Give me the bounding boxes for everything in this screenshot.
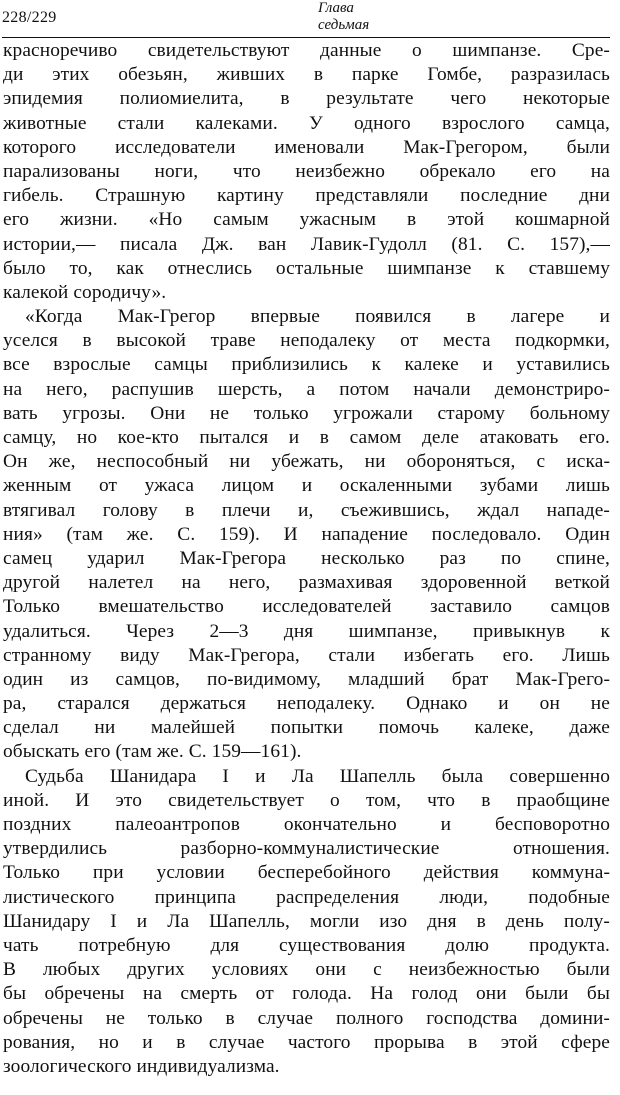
text-line: В любых других условиях они с неизбежностью были (3, 959, 610, 981)
text-line: эпидемия полиомиелита, в результате чего некоторые (3, 88, 610, 110)
text-line: ния» (там же. С. 159). И нападение последовало. Один (3, 523, 610, 545)
text-line: истории,— писала Дж. ван Лавик-Гудолл (81. С. 157),— (3, 233, 610, 255)
text-line: рования, но и в случае частого прорыва в этой сфере (3, 1031, 610, 1053)
text-line: самцу, но кое-кто пытался и в самом деле атаковать его. (3, 427, 610, 448)
text-line: парализованы ноги, что неизбежно обрекало его на (3, 160, 610, 182)
running-head (318, 0, 369, 34)
text-line: которого исследователи именовали Мак-Грегором, были (3, 136, 610, 158)
text-line: Он же, неспособный ни убежать, ни обороняться, с иска- (3, 451, 610, 473)
text-line: бы обречены на смерть от голода. На голод они были бы (3, 983, 610, 1005)
text-line: странному виду Мак-Грегора, стали избегать его. Лишь (3, 644, 610, 666)
text-line: «Когда Мак-Грегор впервые появился в лагере и (25, 306, 610, 328)
header-rule (2, 37, 610, 38)
page-number: 228/229 (2, 9, 57, 26)
text-line: все взрослые самцы приблизились к калеке и уставились (3, 354, 610, 376)
text-line: Только при условии бесперебойного действия коммуна- (3, 862, 610, 884)
text-line: на него, распушив шерсть, а потом начали демонстриро- (3, 378, 610, 400)
text-line: было то, как отнеслись остальные шимпанзе к ставшему (3, 257, 610, 279)
running-head-chapter: Глава (318, 0, 354, 16)
text-line: гибель. Страшную картину представляли последние дни (3, 185, 610, 207)
text-line: уселся в высокой траве неподалеку от места подкормки, (3, 330, 610, 352)
body-text (3, 39, 610, 1079)
text-line: обречены не только в случае полного господства домини- (3, 1007, 610, 1029)
text-line: другой налетел на него, размахивая здоровенной веткой (3, 572, 610, 594)
text-line: Судьба Шанидара I и Ла Шапелль была совершенно (25, 765, 610, 787)
text-line: животные стали калеками. У одного взрослого самца, (3, 112, 610, 134)
text-line: утвердились разборно-коммуналистические отношения. (3, 838, 610, 860)
text-line: самец ударил Мак-Грегора несколько раз по спине, (3, 547, 610, 569)
text-line: женным от ужаса лицом и оскаленными зубами лишь (3, 475, 610, 497)
text-line: вать угрозы. Они не только угрожали старому больному (3, 402, 610, 424)
text-line: Шанидару I и Ла Шапелль, могли изо дня в день полу- (3, 910, 610, 932)
text-line: один из самцов, по-видимому, младший брат Мак-Грего- (3, 668, 610, 690)
text-line: калекой сородичу». (3, 281, 167, 303)
text-line: втягивал голову в плечи и, съежившись, ждал нападе- (3, 499, 610, 521)
text-line: чать потребную для существования долю продукта. (3, 934, 610, 956)
text-line: удалиться. Через 2—3 дня шимпанзе, привыкнув к (3, 620, 610, 642)
text-line: ди этих обезьян, живших в парке Гомбе, разразилась (3, 64, 610, 86)
text-line: зоологического индивидуализма. (3, 1055, 280, 1077)
text-line: сделал ни малейшей попытки помочь калеке, даже (3, 717, 610, 739)
text-line: листического принципа распределения люди, подобные (3, 886, 610, 908)
text-line: красноречиво свидетельствуют данные о шимпанзе. Сре- (3, 40, 610, 61)
page-header (0, 0, 620, 36)
running-head-number: седьмая (318, 17, 370, 33)
text-line: обыскать его (там же. С. 159—161). (3, 741, 302, 763)
text-line: Только вмешательство исследователей заставило самцов (3, 596, 610, 618)
text-line: иной. И это свидетельствует о том, что в праобщине (3, 789, 610, 811)
text-line: ра, старался держаться неподалеку. Однако и он не (3, 693, 610, 715)
text-line: его жизни. «Но самым ужасным в этой кошмарной (3, 209, 610, 231)
text-line: поздних палеоантропов окончательно и бесповоротно (3, 814, 610, 835)
